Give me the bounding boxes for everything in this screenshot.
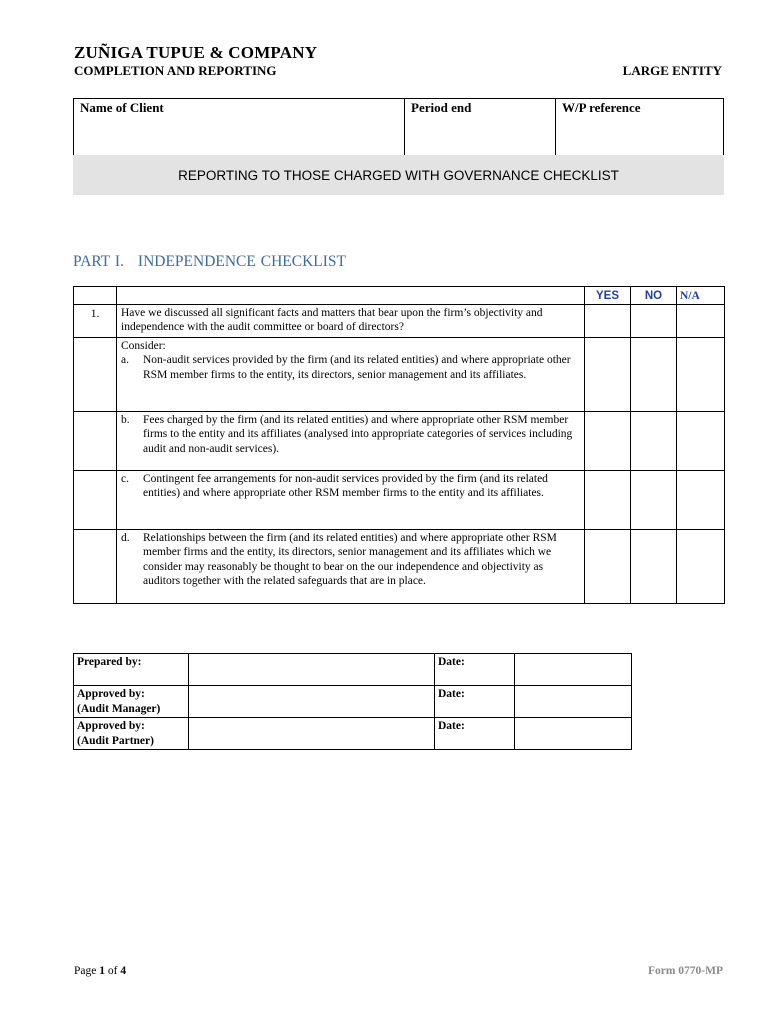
firm-name: ZUÑIGA TUPUE & COMPANY	[74, 43, 318, 62]
consider-item-c	[117, 470, 585, 529]
date-field[interactable]	[515, 718, 632, 750]
date-label: Date:	[435, 686, 515, 718]
date-field[interactable]	[515, 654, 632, 686]
entity-type: LARGE ENTITY	[622, 63, 722, 78]
no-column-header: NO	[631, 287, 677, 305]
blank-number-cell	[74, 470, 117, 529]
header-blank-cell	[74, 287, 117, 305]
part-heading	[73, 253, 346, 271]
client-info-table	[73, 98, 724, 156]
item-label: c.	[121, 472, 129, 485]
question-text: Have we discussed all significant facts and matters that bear upon the firm’s objectivity and independence with the audit committee or board of directors?	[117, 304, 585, 337]
consider-item-a	[117, 337, 585, 411]
page-number: Page 1 of 4	[74, 965, 127, 977]
no-checkbox-cell[interactable]	[631, 411, 677, 470]
prepared-by-label: Prepared by:	[74, 654, 189, 686]
date-label: Date:	[435, 718, 515, 750]
blank-number-cell	[74, 529, 117, 603]
item-label: d.	[121, 531, 130, 544]
blank-number-cell	[74, 411, 117, 470]
no-checkbox-cell[interactable]	[631, 470, 677, 529]
signoff-table	[73, 653, 632, 750]
header-blank-cell	[117, 287, 585, 305]
wp-reference-label: W/P reference	[562, 100, 641, 115]
signoff-row	[74, 654, 632, 686]
consider-item-b	[117, 411, 585, 470]
item-label: a.	[121, 354, 129, 366]
item-text: Relationships between the firm (and its related entities) and where appropriate other RSM member firms and the entity, its directors, senior management and its affiliates which we consider may reasonably be thought to bear on the our independence and objectivity as auditors together with the related safeguards that are in place.	[143, 531, 557, 587]
yes-checkbox-cell[interactable]	[585, 337, 631, 411]
client-name-label: Name of Client	[80, 100, 164, 115]
prepared-by-field[interactable]	[189, 654, 435, 686]
date-label: Date:	[435, 654, 515, 686]
blank-number-cell	[74, 337, 117, 411]
na-checkbox-cell[interactable]	[677, 304, 725, 337]
na-checkbox-cell[interactable]	[677, 470, 725, 529]
form-number: Form 0770-MP	[647, 965, 723, 977]
approved-by-manager-label: Approved by: (Audit Manager)	[74, 686, 189, 718]
item-label: b.	[121, 413, 130, 426]
signoff-row	[74, 718, 632, 750]
part-title: INDEPENDENCE CHECKLIST	[137, 253, 346, 270]
period-end-label: Period end	[411, 100, 472, 115]
period-end-field[interactable]	[405, 99, 556, 156]
na-checkbox-cell[interactable]	[677, 411, 725, 470]
consider-label: Consider:	[121, 339, 166, 352]
consider-item-row	[74, 337, 725, 411]
checklist-header-row	[74, 287, 725, 305]
consider-item-row	[74, 411, 725, 470]
consider-item-d	[117, 529, 585, 603]
na-checkbox-cell[interactable]	[677, 337, 725, 411]
client-name-field[interactable]	[74, 99, 405, 156]
item-text: Contingent fee arrangements for non-audit services provided by the firm (and its related entities) and where appropriate other RSM member firms to the entity and its affiliates.	[143, 472, 548, 499]
yes-checkbox-cell[interactable]	[585, 304, 631, 337]
independence-checklist-table	[73, 286, 725, 604]
question-row	[74, 304, 725, 337]
no-checkbox-cell[interactable]	[631, 337, 677, 411]
checklist-banner: REPORTING TO THOSE CHARGED WITH GOVERNANCE CHECKLIST	[73, 155, 724, 195]
na-column-header: N/A	[677, 287, 725, 305]
part-number: PART I.	[73, 253, 124, 270]
no-checkbox-cell[interactable]	[631, 304, 677, 337]
consider-item-row	[74, 470, 725, 529]
date-field[interactable]	[515, 686, 632, 718]
yes-checkbox-cell[interactable]	[585, 529, 631, 603]
yes-checkbox-cell[interactable]	[585, 470, 631, 529]
item-text: Fees charged by the firm (and its related entities) and where appropriate other RSM member firms to the entity and its affiliates (analysed into appropriate categories of services including audit and non-audit services).	[143, 413, 573, 455]
wp-reference-field[interactable]	[556, 99, 724, 156]
approved-by-partner-label: Approved by: (Audit Partner)	[74, 718, 189, 750]
question-number: 1.	[74, 304, 117, 337]
consider-item-row	[74, 529, 725, 603]
na-checkbox-cell[interactable]	[677, 529, 725, 603]
section-title: COMPLETION AND REPORTING	[74, 63, 277, 78]
item-text: Non-audit services provided by the firm (and its related entities) and where appropriate other RSM member firms to the entity, its directors, senior management and its affiliates.	[143, 354, 571, 381]
signoff-row	[74, 686, 632, 718]
audit-manager-field[interactable]	[189, 686, 435, 718]
no-checkbox-cell[interactable]	[631, 529, 677, 603]
audit-partner-field[interactable]	[189, 718, 435, 750]
yes-checkbox-cell[interactable]	[585, 411, 631, 470]
yes-column-header: YES	[585, 287, 631, 305]
